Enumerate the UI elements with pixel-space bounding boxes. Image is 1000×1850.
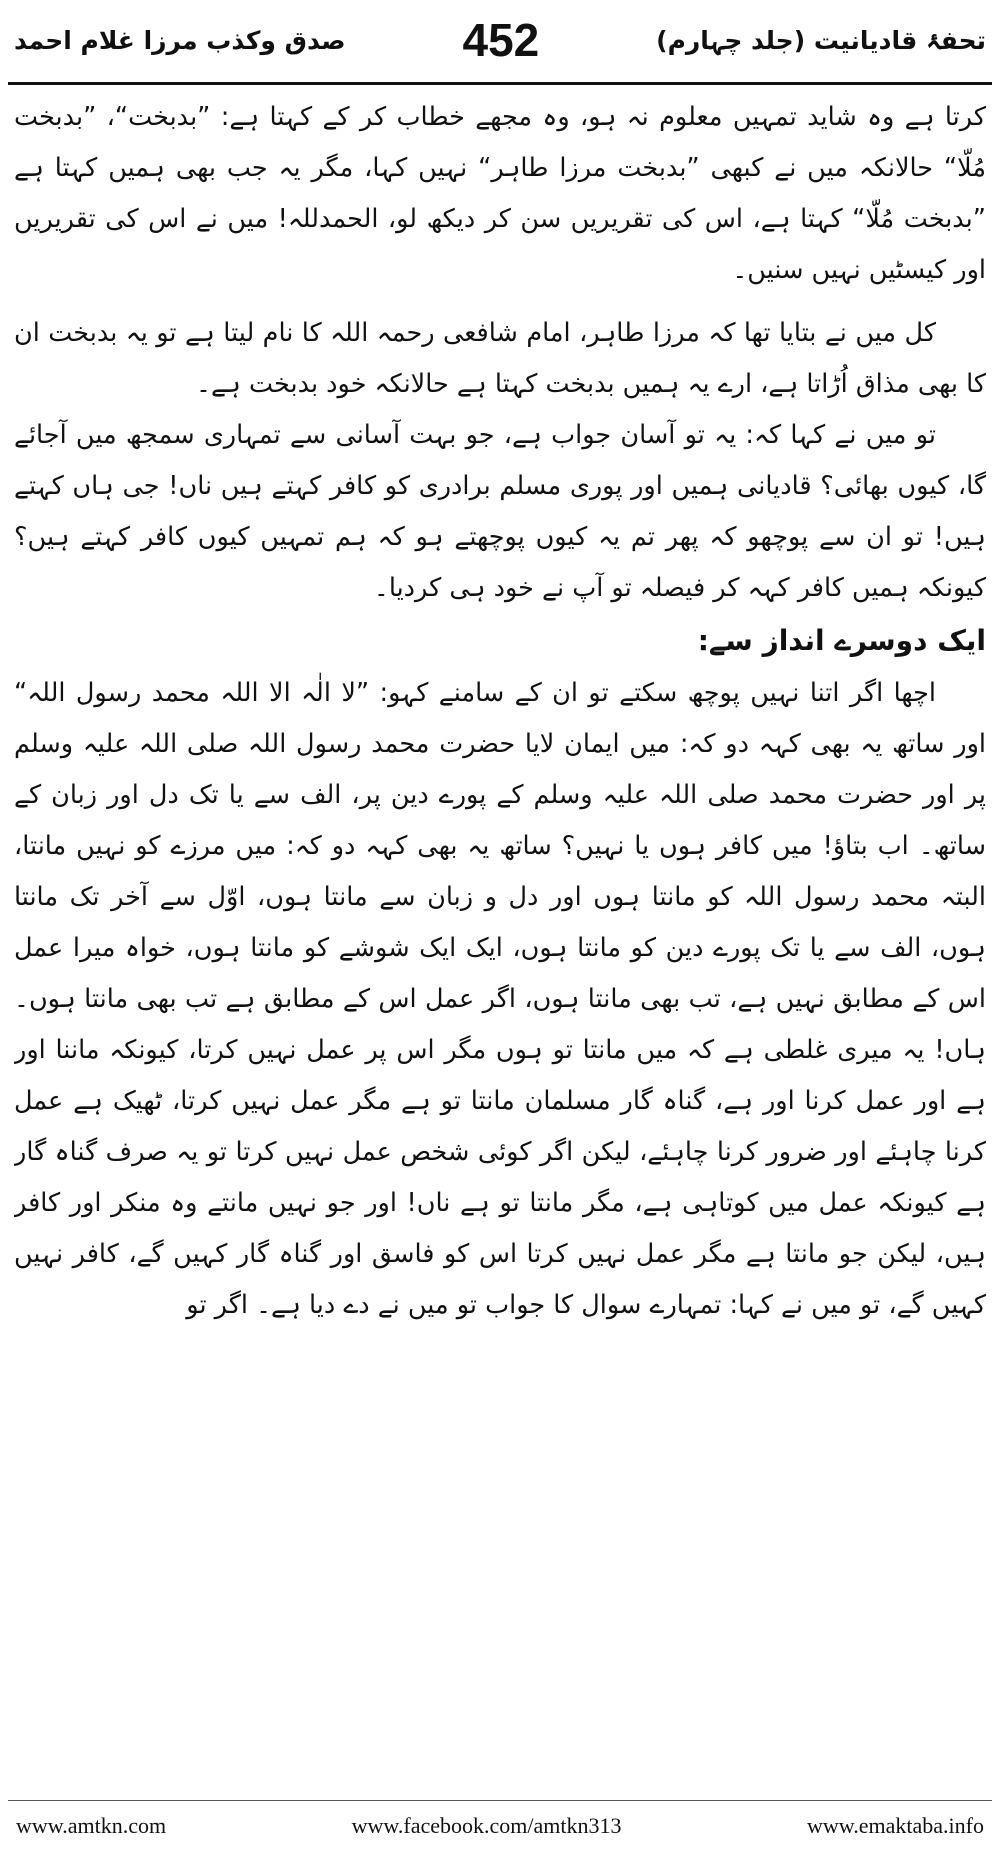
paragraph-3: تو میں نے کہا کہ: یہ تو آسان جواب ہے، جو بہت آسانی سے تمہاری سمجھ میں آجائے گا، کیوں بھائی؟ قادیانی ہمیں اور پوری مسلم برادری کو کافر کہتے ہیں ناں! جی ہاں کہتے ہیں! تو ان سے پوچھو کہ پھر تم یہ کیوں پوچھتے ہو کہ ہم تمہیں کیوں کافر کہتے ہیں؟ کیونکہ ہمیں کافر کہہ کر فیصلہ تو آپ نے خود ہی کردیا۔ <box>14 420 986 603</box>
paragraph-1: کرتا ہے وہ شاید تمہیں معلوم نہ ہو، وہ مجھے خطاب کر کے کہتا ہے: ”بدبخت“، ”بدبخت مُلّا“ حالانکہ میں نے کبھی ”بدبخت مرزا طاہر“ نہیں کہا، مگر یہ جب بھی ہمیں کہتا ہے ”بدبخت مُلّا“ کہتا ہے، اس کی تقریریں سن کر دیکھ لو، الحمدللہ! میں نے اس کی تقریریں اور کیسٹیں نہیں سنیں۔ <box>14 102 986 285</box>
section-subheading: ایک دوسرے انداز سے: <box>697 624 986 657</box>
header-section-title: صدق وکذب مرزا غلام احمد <box>14 25 346 55</box>
page-body <box>14 92 986 1792</box>
paragraph-4: اچھا اگر اتنا نہیں پوچھ سکتے تو ان کے سامنے کہو: ”لا الٰہ الا اللہ محمد رسول اللہ“ اور ساتھ یہ بھی کہہ دو کہ: میں ایمان لایا حضرت محمد رسول اللہ صلی اللہ علیہ وسلم پر اور حضرت محمد صلی اللہ علیہ وسلم کے پورے دین پر، الف سے یا تک دل اور زبان کے ساتھ۔ اب بتاؤ! میں کافر ہوں یا نہیں؟ ساتھ یہ بھی کہہ دو کہ: میں مرزے کو نہیں مانتا، البتہ محمد رسول اللہ کو مانتا ہوں اور دل و زبان سے مانتا ہوں، اوّل سے آخر تک مانتا ہوں، الف سے یا تک پورے دین کو مانتا ہوں، ایک ایک شوشے کو مانتا ہوں، خواہ میرا عمل اس کے مطابق نہیں ہے، تب بھی مانتا ہوں، اگر عمل اس کے مطابق ہے تب بھی مانتا ہوں۔ ہاں! یہ میری غلطی ہے کہ میں مانتا تو ہوں مگر اس پر عمل نہیں کرتا، کیونکہ ماننا اور ہے اور عمل کرنا اور ہے، گناہ گار مسلمان مانتا تو ہے مگر عمل نہیں کرتا، ٹھیک ہے عمل کرنا چاہئے اور ضرور کرنا چاہئے، لیکن اگر کوئی شخص عمل نہیں کرتا تو یہ صرف گناہ گار ہے کیونکہ عمل میں کوتاہی ہے، مگر مانتا تو ہے ناں! اور جو نہیں مانتے وہ منکر اور کافر ہیں، لیکن جو مانتا ہے مگر عمل نہیں کرتا اس کو فاسق اور گناہ گار کہیں گے، کافر نہیں کہیں گے، تو میں نے کہا: تمہارے سوال کا جواب تو میں نے دے دیا ہے۔ اگر تو <box>14 678 986 1320</box>
paragraph-2: کل میں نے بتایا تھا کہ مرزا طاہر، امام شافعی رحمہ اللہ کا نام لیتا ہے تو یہ بدبخت ان کا بھی مذاق اُڑاتا ہے، ارے یہ ہمیں بدبخت کہتا ہے حالانکہ خود بدبخت ہے۔ <box>14 318 986 399</box>
footer-link-amtkn[interactable]: www.amtkn.com <box>16 1813 167 1838</box>
page-number: 452 <box>462 14 540 66</box>
footer-link-facebook[interactable]: www.facebook.com/amtkn313 <box>351 1813 622 1838</box>
header-divider <box>8 82 992 85</box>
page-header <box>0 0 1000 80</box>
footer-link-emaktaba[interactable]: www.emaktaba.info <box>807 1813 984 1838</box>
page-footer <box>0 1808 1000 1844</box>
footer-divider <box>8 1800 992 1801</box>
header-book-title: تحفۂ قادیانیت (جلد چہارم) <box>656 25 986 55</box>
